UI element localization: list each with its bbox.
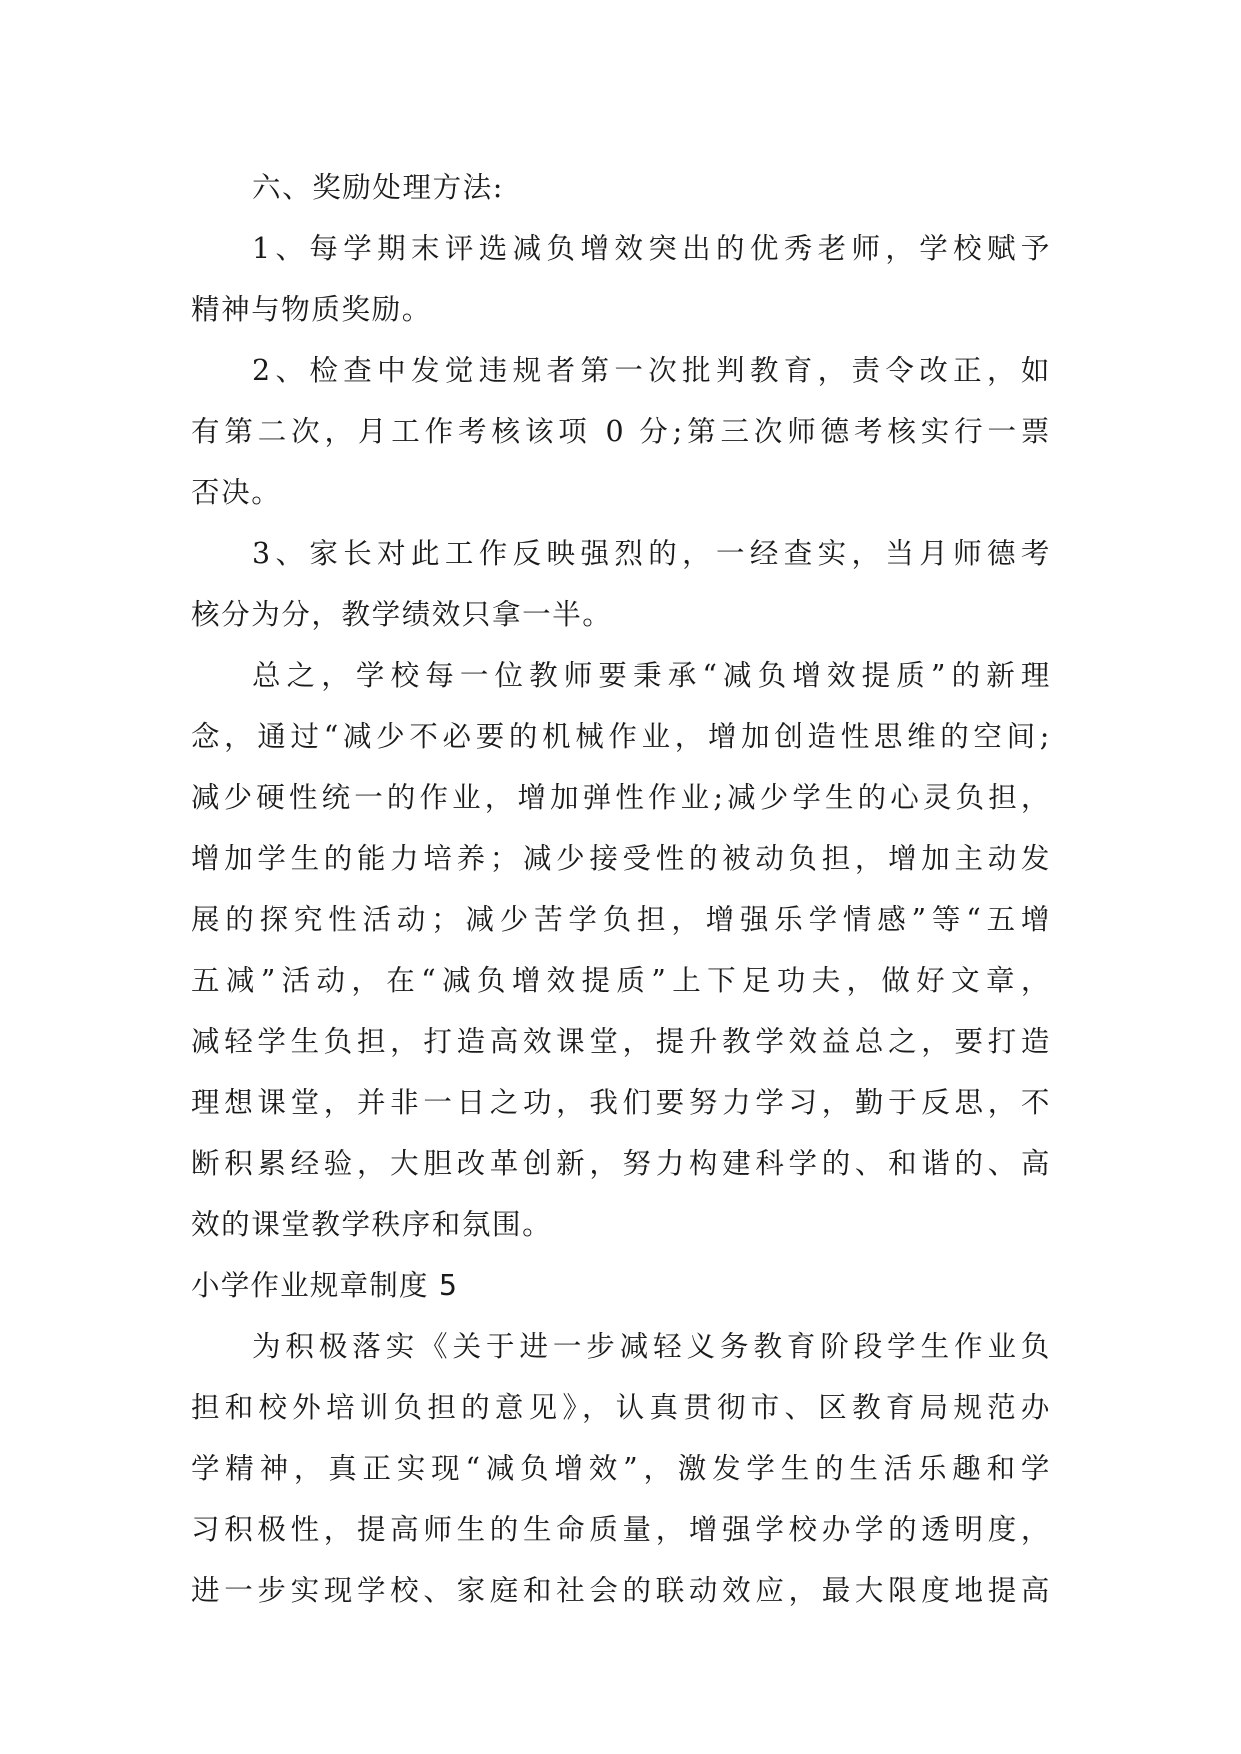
document-body xyxy=(191,157,1051,1621)
paragraph-line: 否决。 xyxy=(191,476,282,509)
paragraph-line: 3、家长对此工作反映强烈的，一经查实，当月师德考 xyxy=(252,537,1051,570)
paragraph-line: 习积极性，提高师生的生命质量，增强学校办学的透明度， xyxy=(191,1513,1051,1546)
paragraph-line: 总之，学校每一位教师要秉承“减负增效提质”的新理 xyxy=(252,659,1051,692)
paragraph-line: 效的课堂教学秩序和氛围。 xyxy=(191,1208,553,1241)
paragraph-line: 断积累经验，大胆改革创新，努力构建科学的、和谐的、高 xyxy=(191,1147,1051,1180)
paragraph-line: 五减”活动，在“减负增效提质”上下足功夫，做好文章， xyxy=(191,964,1051,997)
paragraph-line: 学精神，真正实现“减负增效”，激发学生的生活乐趣和学 xyxy=(191,1452,1051,1485)
paragraph-line: 减轻学生负担，打造高效课堂，提升教学效益总之，要打造 xyxy=(191,1025,1051,1058)
paragraph-line: 有第二次，月工作考核该项 0 分;第三次师德考核实行一票 xyxy=(191,415,1051,448)
paragraph-line: 展的探究性活动；减少苦学负担，增强乐学情感”等“五增 xyxy=(191,903,1051,936)
paragraph-line: 1、每学期末评选减负增效突出的优秀老师，学校赋予 xyxy=(252,232,1051,265)
paragraph-line: 进一步实现学校、家庭和社会的联动效应，最大限度地提高 xyxy=(191,1574,1051,1607)
paragraph-line: 核分为分，教学绩效只拿一半。 xyxy=(191,598,613,631)
paragraph-line: 减少硬性统一的作业，增加弹性作业;减少学生的心灵负担， xyxy=(191,781,1051,814)
paragraph-line: 为积极落实《关于进一步减轻义务教育阶段学生作业负 xyxy=(252,1330,1051,1363)
paragraph-line: 增加学生的能力培养；减少接受性的被动负担，增加主动发 xyxy=(191,842,1051,875)
paragraph-line: 担和校外培训负担的意见》，认真贯彻市、区教育局规范办 xyxy=(191,1391,1051,1424)
paragraph-line: 2、检查中发觉违规者第一次批判教育，责令改正，如 xyxy=(252,354,1051,387)
paragraph-line: 理想课堂，并非一日之功，我们要努力学习，勤于反思，不 xyxy=(191,1086,1051,1119)
section-title: 小学作业规章制度 5 xyxy=(191,1269,459,1302)
paragraph-line: 精神与物质奖励。 xyxy=(191,293,432,326)
section-heading-rewards: 六、奖励处理方法: xyxy=(252,171,505,204)
paragraph-line: 念，通过“减少不必要的机械作业，增加创造性思维的空间; xyxy=(191,720,1051,753)
